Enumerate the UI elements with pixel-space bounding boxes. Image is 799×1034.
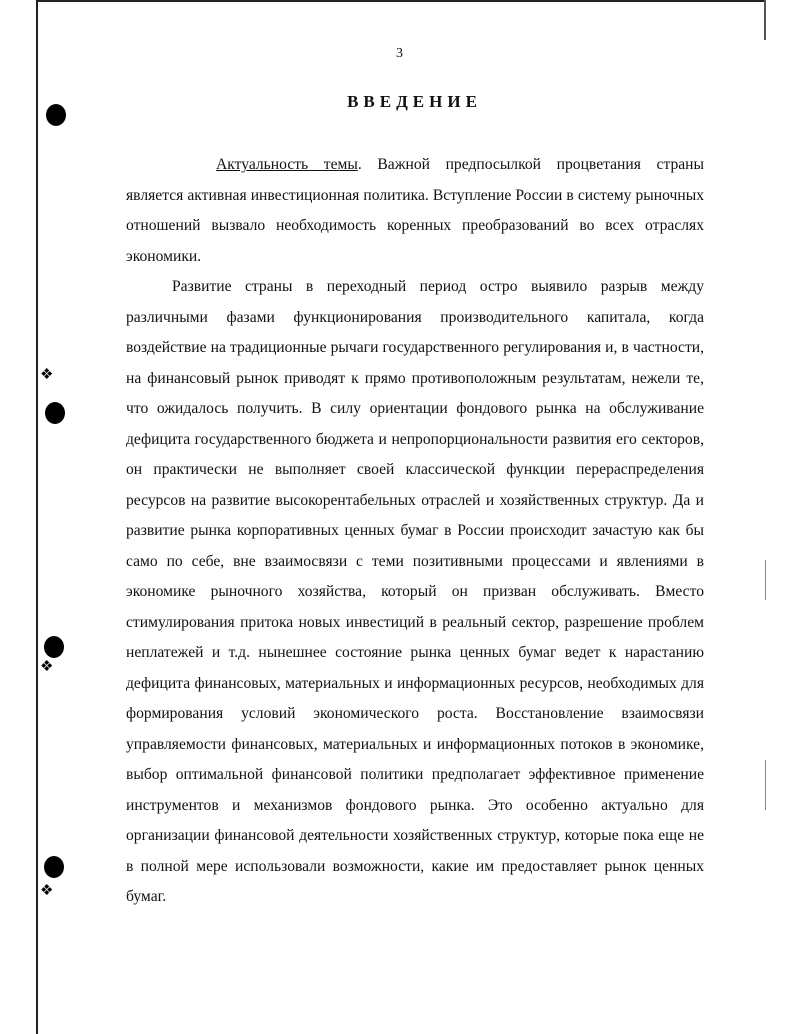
- body-text: [126, 150, 704, 913]
- paragraph-text: . Важной предпосылкой процветания страны является активная инвестиционная политика. Вступление России в систему рыночных отношений вызвало необходимость коренных преобразований во всех отраслях экономики.: [126, 156, 704, 265]
- paragraph-development: Развитие страны в переходный период остро выявило разрыв между различными фазами функционирования производительного капитала, когда воздействие на традиционные рычаги государственного регулирования и, в частности, на финансовый рынок приводят к прямо противоположным результатам, нежели те, что ожидалось получить. В силу ориентации фондового рынка на обслуживание дефицита государственного бюджета и непропорциональности развития его секторов, он практически не выполняет своей классической функции перераспределения ресурсов на развитие высокорентабельных отраслей и хозяйственных структур. Да и развитие рынка корпоративных ценных бумаг в России происходит зачастую как бы само по себе, вне взаимосвязи с теми позитивными процессами и явлениями в экономике рыночного хозяйства, который он призван обслуживать. Вместо стимулирования притока новых инвестиций в реальный сектор, разрешение проблем неплатежей и т.д. нынешнее состояние рынка ценных бумаг ведет к нарастанию дефицита финансовых, материальных и информационных ресурсов, необходимых для формирования условий экономического роста. Восстановление взаимосвязи управляемости финансовых, материальных и информационных потоков в экономике, выбор оптимальной финансовой политики предполагает эффективное применение инструментов и механизмов фондового рынка. Это особенно актуально для организации финансовой деятельности хозяйственных структур, которые пока еще не в полной мере использовали возможности, какие им предоставляет рынок ценных бумаг.: [126, 278, 704, 905]
- page-title: ВВЕДЕНИЕ: [347, 92, 482, 111]
- scan-edge-right: [764, 0, 766, 40]
- paragraph-relevance: [126, 150, 704, 272]
- section-lead: Актуальность темы: [216, 156, 358, 173]
- scan-mark: [765, 560, 766, 600]
- punch-hole-icon: [44, 636, 64, 658]
- punch-hole-icon: [44, 856, 64, 878]
- punch-hole-icon: [45, 402, 65, 424]
- page-number: 3: [396, 46, 403, 61]
- ink-blot-icon: ❖: [40, 883, 54, 899]
- scan-edge-top: [36, 0, 766, 2]
- scan-mark: [765, 760, 766, 810]
- ink-blot-icon: ❖: [40, 367, 54, 383]
- ink-blot-icon: ❖: [40, 659, 54, 675]
- scan-edge-left: [36, 0, 38, 1034]
